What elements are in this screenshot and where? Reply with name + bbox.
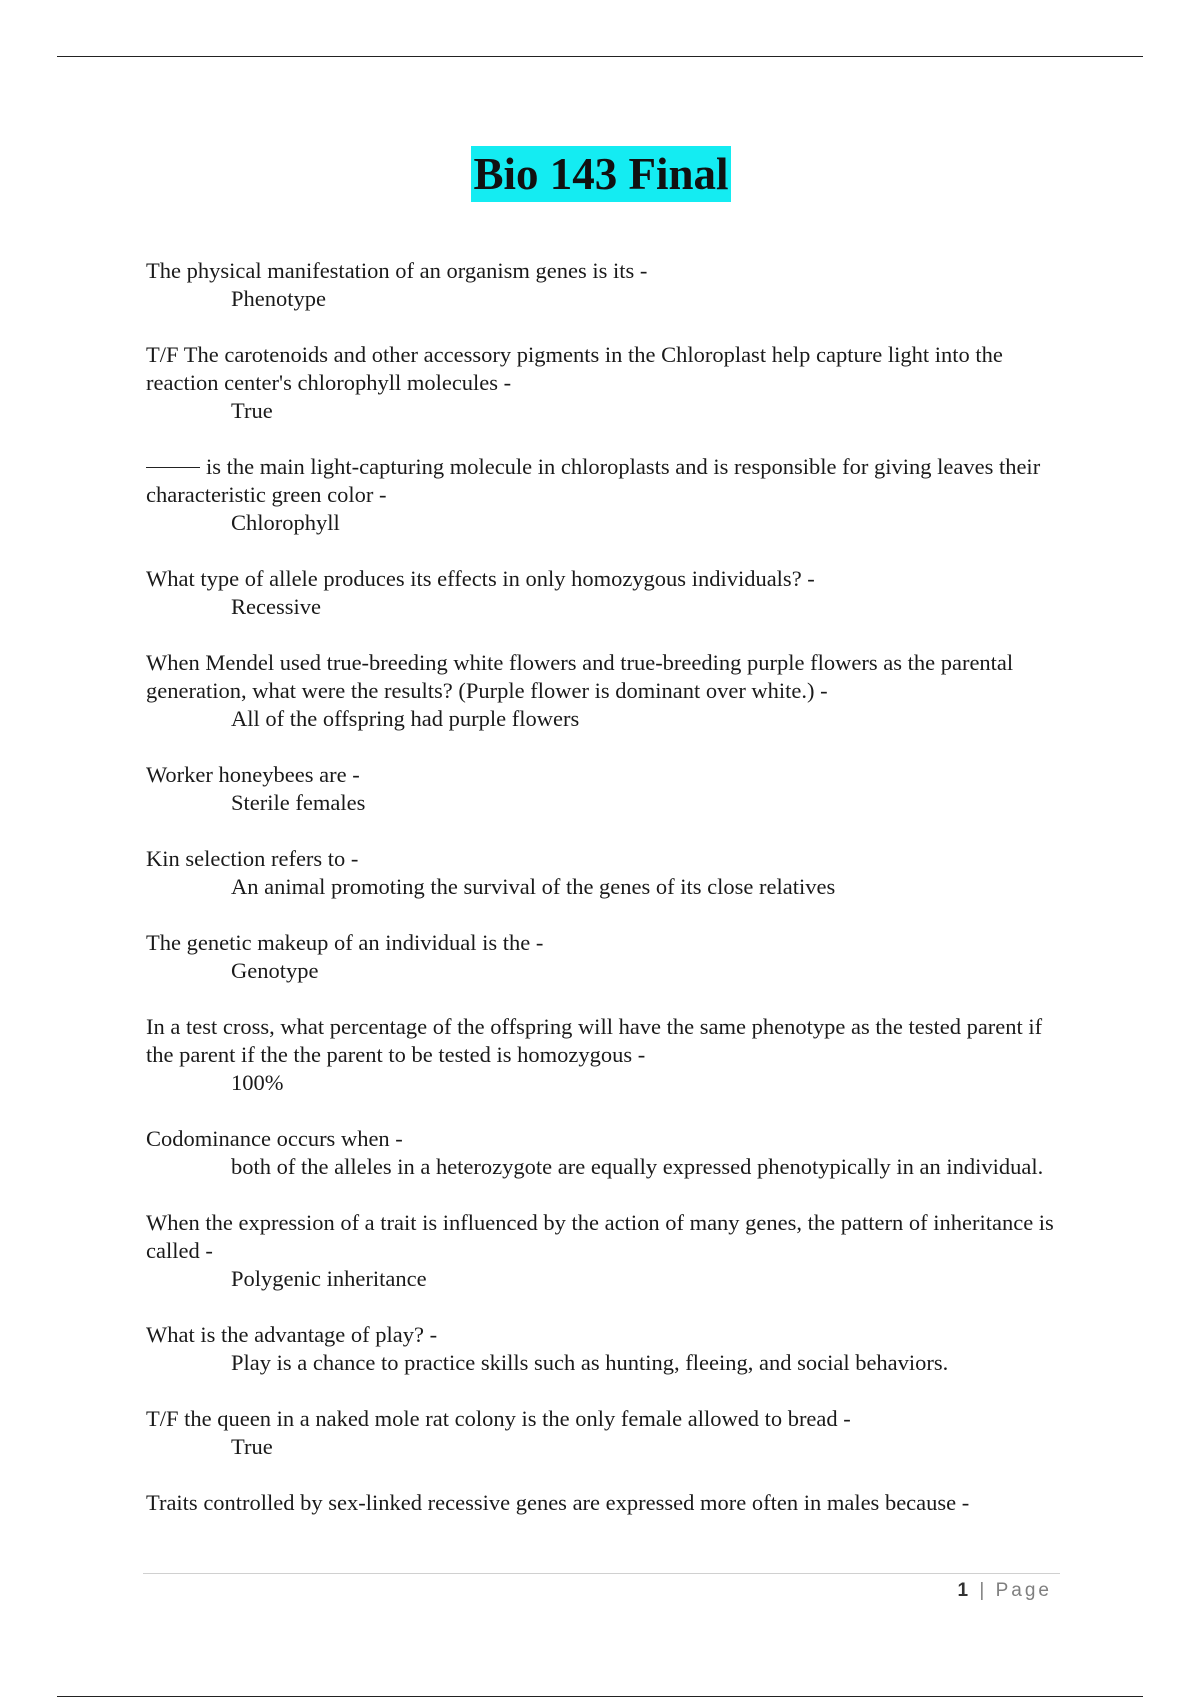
question-text: is the main light-capturing molecule in chloroplasts and is responsible for giving leaves their characteristic green color - <box>146 454 1041 507</box>
qa-list <box>146 257 1066 1545</box>
answer-text: Polygenic inheritance <box>231 1266 427 1291</box>
question-text: T/F The carotenoids and other accessory pigments in the Chloroplast help capture light into the reaction center's chlorophyll molecules - <box>146 342 1003 395</box>
answer-text: Genotype <box>231 958 319 983</box>
qa-item-7 <box>146 845 1066 901</box>
qa-item-5 <box>146 649 1066 733</box>
qa-item-4 <box>146 565 1066 621</box>
page-number: 1 <box>957 1580 972 1601</box>
qa-item-2 <box>146 341 1066 425</box>
question-text: When the expression of a trait is influenced by the action of many genes, the pattern of inheritance is called - <box>146 1210 1054 1263</box>
answer-text: Play is a chance to practice skills such as hunting, fleeing, and social behaviors. <box>231 1350 949 1375</box>
answer-text: both of the alleles in a heterozygote are equally expressed phenotypically in an individual. <box>231 1154 1044 1179</box>
answer-text: True <box>231 1434 273 1459</box>
bottom-rule <box>57 1696 1143 1697</box>
qa-item-10 <box>146 1125 1066 1181</box>
answer-text: Recessive <box>231 594 321 619</box>
qa-item-8 <box>146 929 1066 985</box>
question-text: What type of allele produces its effects in only homozygous individuals? - <box>146 566 815 591</box>
question-text: What is the advantage of play? - <box>146 1322 438 1347</box>
question-text: Worker honeybees are - <box>146 762 360 787</box>
answer-text: 100% <box>231 1070 284 1095</box>
question-text: T/F the queen in a naked mole rat colony is the only female allowed to bread - <box>146 1406 851 1431</box>
answer-text: An animal promoting the survival of the genes of its close relatives <box>231 874 836 899</box>
qa-item-14 <box>146 1489 1066 1517</box>
page-number-footer <box>958 1580 1052 1602</box>
qa-item-3 <box>146 453 1066 537</box>
answer-text: Sterile females <box>231 790 366 815</box>
question-text: Codominance occurs when - <box>146 1126 403 1151</box>
footer-rule <box>143 1573 1060 1574</box>
question-text: The genetic makeup of an individual is the - <box>146 930 544 955</box>
header-rule <box>57 56 1143 57</box>
answer-text: True <box>231 398 273 423</box>
answer-text: All of the offspring had purple flowers <box>231 706 580 731</box>
answer-text: Chlorophyll <box>231 510 340 535</box>
qa-item-11 <box>146 1209 1066 1293</box>
question-text: In a test cross, what percentage of the offspring will have the same phenotype as the tested parent if the parent if the the parent to be tested is homozygous - <box>146 1014 1043 1067</box>
question-with-blank <box>146 453 1066 509</box>
title-container <box>0 146 1200 202</box>
question-text: Traits controlled by sex-linked recessive genes are expressed more often in males because - <box>146 1490 970 1515</box>
question-text: Kin selection refers to - <box>146 846 359 871</box>
question-text: When Mendel used true-breeding white flowers and true-breeding purple flowers as the parental generation, what were the results? (Purple flower is dominant over white.) - <box>146 650 1014 703</box>
qa-item-9 <box>146 1013 1066 1097</box>
answer-text: Phenotype <box>231 286 326 311</box>
fill-in-blank-line <box>146 467 200 468</box>
question-text: The physical manifestation of an organism genes is its - <box>146 258 648 283</box>
qa-item-13 <box>146 1405 1066 1461</box>
qa-item-1 <box>146 257 1066 313</box>
document-title: Bio 143 Final <box>471 146 730 202</box>
qa-item-6 <box>146 761 1066 817</box>
page-label: Page <box>995 1580 1052 1601</box>
page-separator: | <box>979 1580 988 1601</box>
qa-item-12 <box>146 1321 1066 1377</box>
